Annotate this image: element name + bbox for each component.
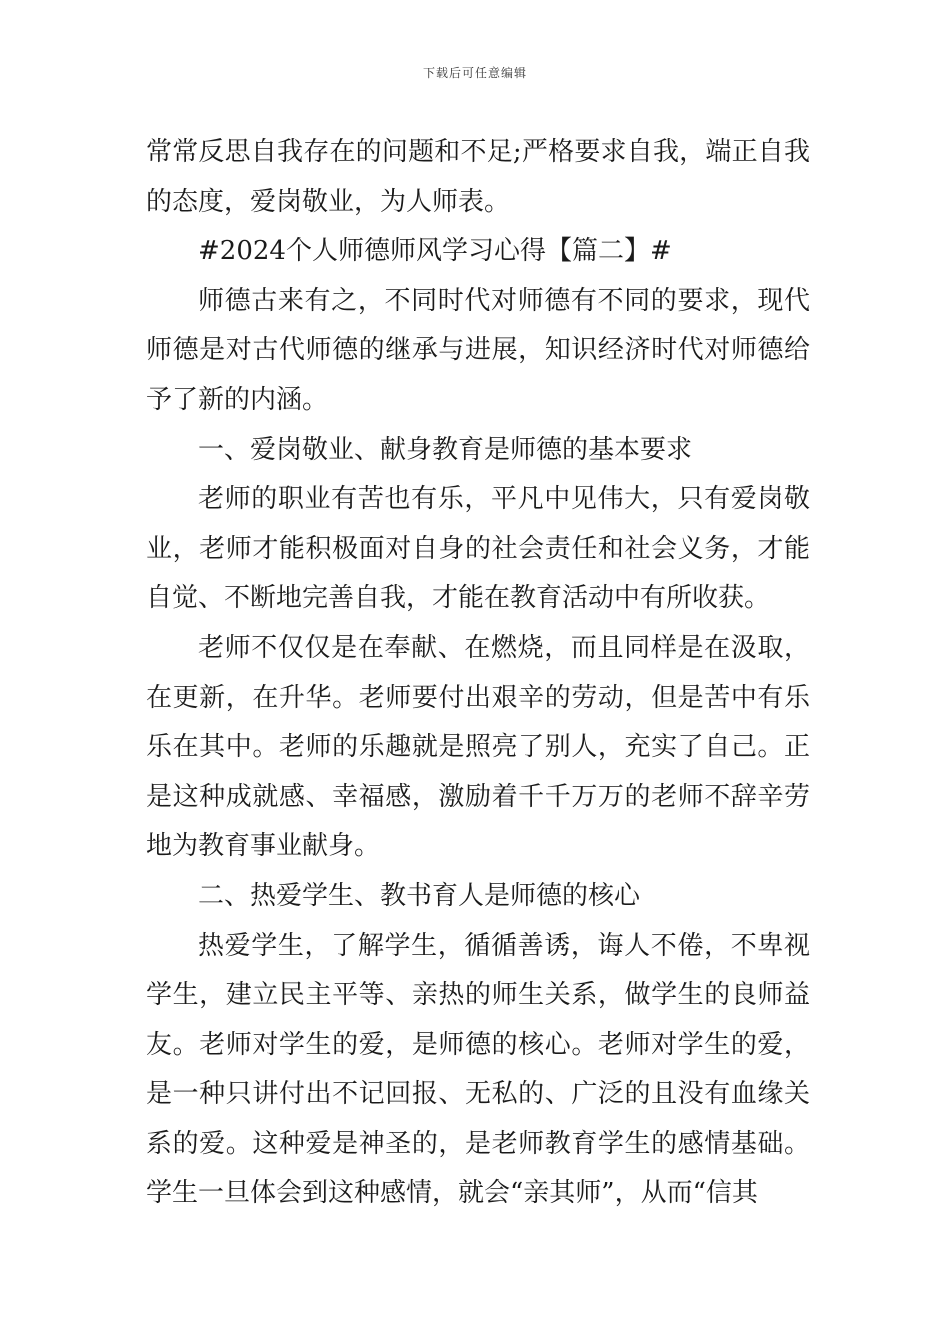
paragraph-love-students: 热爱学生，了解学生，循循善诱，诲人不倦，不卑视学生，建立民主平等、亲热的师生关系，做学生的良师益友。老师对学生的爱，是师德的核心。老师对学生的爱，是一种只讲付出不记回报、无私的、广泛的且没有血缘关系的爱。这种爱是神圣的，是老师教育学生的感情基础。学生一旦体会到这种感情，就会“亲其师”，从而“信其 bbox=[146, 930, 810, 1209]
paragraph-joy: 老师不仅仅是在奉献、在燃烧，而且同样是在汲取，在更新，在升华。老师要付出艰辛的劳动，但是苦中有乐乐在其中。老师的乐趣就是照亮了别人，充实了自己。正是这种成就感、幸福感，激励着千千万万的老师不辞辛劳地为教育事业献身。 bbox=[146, 632, 810, 862]
heading-two: 二、热爱学生、教书育人是师德的核心 bbox=[198, 880, 641, 911]
paragraph-dedication: 老师的职业有苦也有乐，平凡中见伟大，只有爱岗敬业，老师才能积极面对自身的社会责任和社会义务，才能自觉、不断地完善自我，才能在教育活动中有所收获。 bbox=[146, 484, 810, 614]
paragraph-1: 常常反思自我存在的问题和不足;严格要求自我，端正自我的态度，爱岗敬业，为人师表。 bbox=[146, 137, 810, 217]
document-body bbox=[146, 128, 810, 1219]
paragraph-intro: 师德古来有之，不同时代对师德有不同的要求，现代师德是对古代师德的继承与进展，知识经济时代对师德给予了新的内涵。 bbox=[146, 285, 810, 415]
heading-one: 一、爱岗敬业、献身教育是师德的基本要求 bbox=[198, 434, 693, 465]
section-title-part-two: #2024个人师德师风学习心得【篇二】# bbox=[198, 236, 672, 267]
page-header: 下载后可任意编辑 bbox=[422, 66, 527, 80]
